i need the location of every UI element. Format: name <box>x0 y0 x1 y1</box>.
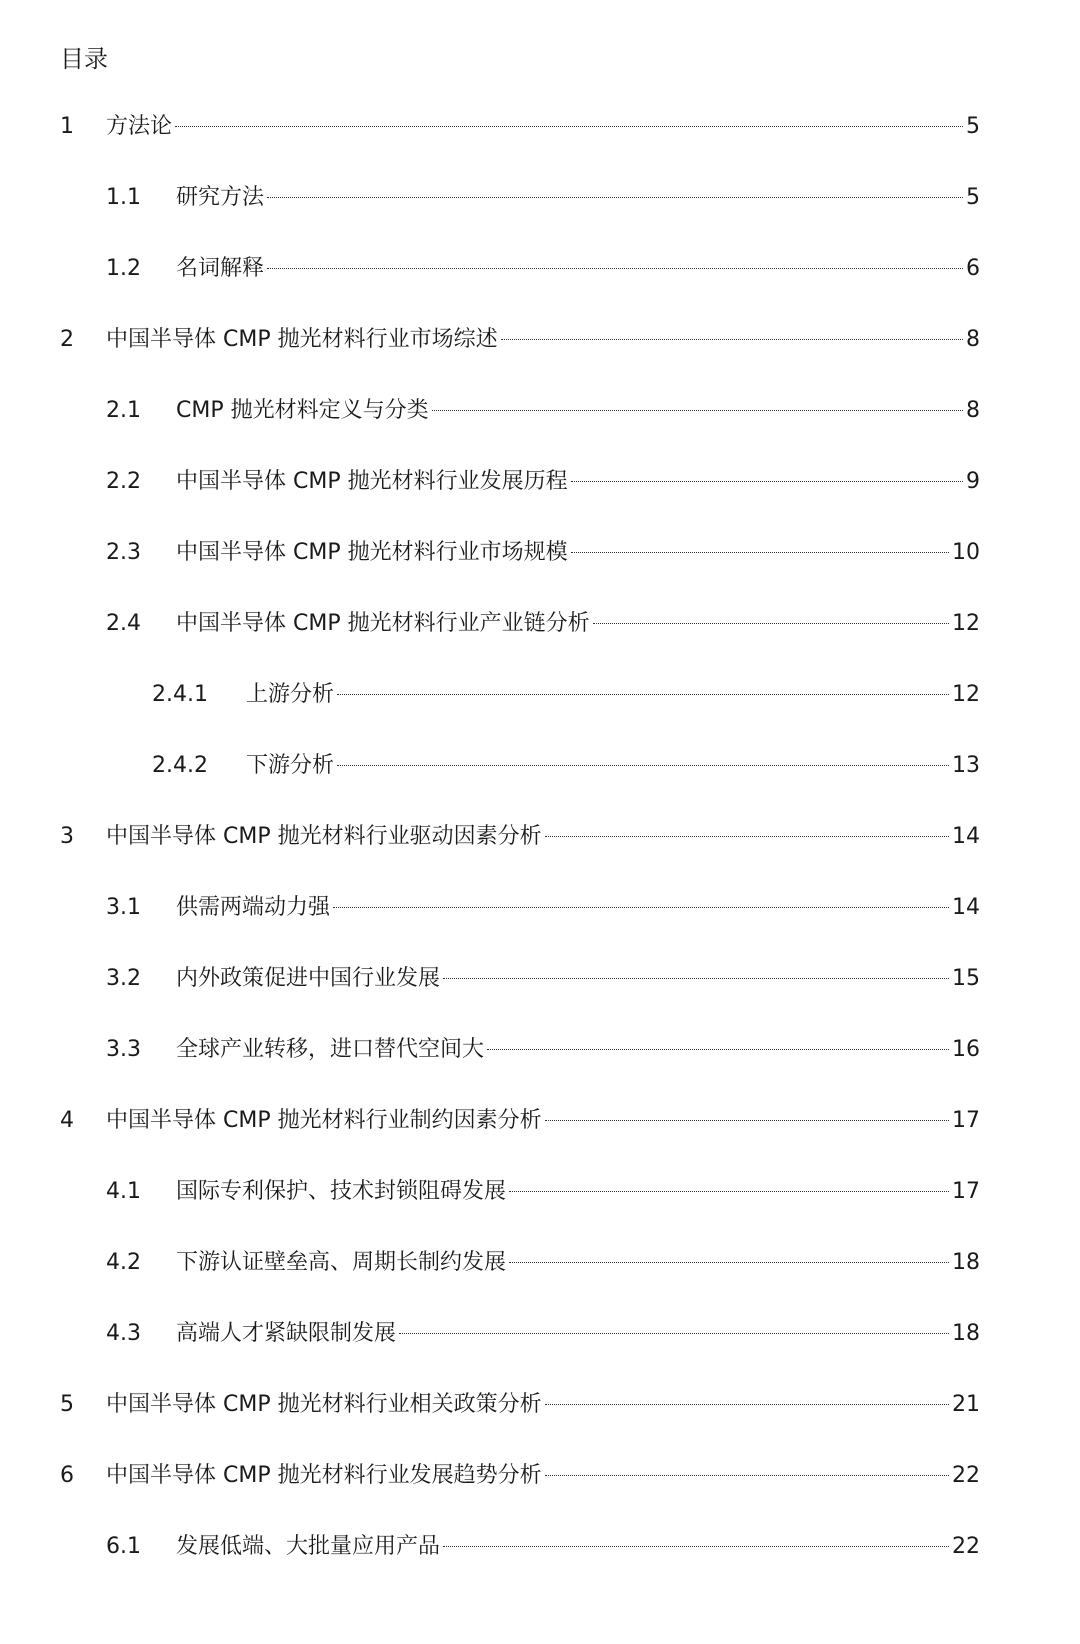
toc-dot-leader <box>545 1475 949 1476</box>
toc-entry-number: 3.3 <box>106 1037 141 1062</box>
toc-entry[interactable] <box>106 1532 980 1562</box>
toc-entry-title: 全球产业转移，进口替代空间大 <box>176 1037 485 1062</box>
toc-entry[interactable] <box>106 183 980 213</box>
toc-entry-page-number: 14 <box>952 824 980 849</box>
toc-dot-leader <box>545 1404 949 1405</box>
toc-entry-number: 4.3 <box>106 1321 141 1346</box>
toc-entry[interactable] <box>106 1248 980 1278</box>
toc-entry[interactable] <box>60 1461 980 1491</box>
toc-entry-title: 中国半导体 CMP 抛光材料行业市场综述 <box>106 327 498 352</box>
toc-dot-leader <box>175 126 963 127</box>
toc-entry-page-number: 12 <box>952 611 980 636</box>
toc-entry[interactable] <box>106 467 980 497</box>
toc-entry-page-number: 22 <box>952 1534 980 1559</box>
toc-dot-leader <box>443 978 949 979</box>
toc-entry[interactable] <box>60 112 980 142</box>
toc-entry[interactable] <box>106 1035 980 1065</box>
toc-dot-leader <box>337 765 949 766</box>
toc-entry-title: 中国半导体 CMP 抛光材料行业发展历程 <box>176 469 568 494</box>
toc-entry-title: 国际专利保护、技术封锁阻碍发展 <box>176 1179 507 1204</box>
toc-entry-title: 高端人才紧缺限制发展 <box>176 1321 397 1346</box>
toc-entry-title: 中国半导体 CMP 抛光材料行业制约因素分析 <box>106 1108 542 1133</box>
toc-entry[interactable] <box>106 538 980 568</box>
toc-entry-title: 内外政策促进中国行业发展 <box>176 966 441 991</box>
toc-dot-leader <box>432 410 963 411</box>
toc-entry-title: 方法论 <box>106 114 173 139</box>
toc-dot-leader <box>487 1049 949 1050</box>
toc-entry[interactable] <box>106 1177 980 1207</box>
toc-entry-number: 2.1 <box>106 398 141 423</box>
toc-entry-title: 名词解释 <box>176 256 265 281</box>
toc-dot-leader <box>509 1191 949 1192</box>
toc-entry-title: 上游分析 <box>246 682 335 707</box>
toc-entry-number: 6.1 <box>106 1534 141 1559</box>
toc-entry-page-number: 15 <box>952 966 980 991</box>
toc-entry-number: 4.2 <box>106 1250 141 1275</box>
toc-dot-leader <box>593 623 949 624</box>
toc-dot-leader <box>399 1333 949 1334</box>
toc-dot-leader <box>267 268 963 269</box>
toc-entry[interactable] <box>60 325 980 355</box>
toc-dot-leader <box>545 836 949 837</box>
toc-dot-leader <box>509 1262 949 1263</box>
toc-entry-title: 发展低端、大批量应用产品 <box>176 1534 441 1559</box>
toc-dot-leader <box>501 339 963 340</box>
toc-entry-title: 下游分析 <box>246 753 335 778</box>
toc-entry[interactable] <box>106 609 980 639</box>
toc-dot-leader <box>545 1120 949 1121</box>
toc-entry-page-number: 5 <box>966 114 980 139</box>
toc-entry-page-number: 13 <box>952 753 980 778</box>
toc-entry-number: 2.4.2 <box>152 753 208 778</box>
toc-entry-number: 4.1 <box>106 1179 141 1204</box>
toc-entry[interactable] <box>106 964 980 994</box>
toc-entry-page-number: 17 <box>952 1179 980 1204</box>
toc-entry-page-number: 5 <box>966 185 980 210</box>
toc-entry-number: 2 <box>60 327 74 352</box>
toc-entry[interactable] <box>152 680 980 710</box>
toc-entry-number: 2.4 <box>106 611 141 636</box>
toc-entry[interactable] <box>152 751 980 781</box>
toc-entry-page-number: 8 <box>966 398 980 423</box>
toc-entry-page-number: 8 <box>966 327 980 352</box>
toc-entry-number: 2.3 <box>106 540 141 565</box>
toc-dot-leader <box>571 552 949 553</box>
toc-entry-number: 6 <box>60 1463 74 1488</box>
toc-entry-title: 中国半导体 CMP 抛光材料行业驱动因素分析 <box>106 824 542 849</box>
toc-entry-page-number: 18 <box>952 1321 980 1346</box>
toc-entry-title: 中国半导体 CMP 抛光材料行业相关政策分析 <box>106 1392 542 1417</box>
toc-entry-number: 1.2 <box>106 256 141 281</box>
toc-entry-number: 1 <box>60 114 74 139</box>
toc-title: 目录 <box>60 45 108 73</box>
toc-entry-title: 下游认证壁垒高、周期长制约发展 <box>176 1250 507 1275</box>
toc-entry-number: 3 <box>60 824 74 849</box>
toc-entry[interactable] <box>60 1106 980 1136</box>
toc-entry[interactable] <box>60 822 980 852</box>
toc-entry[interactable] <box>106 254 980 284</box>
toc-entry-title: 供需两端动力强 <box>176 895 331 920</box>
toc-entry[interactable] <box>106 1319 980 1349</box>
toc-entry-page-number: 12 <box>952 682 980 707</box>
toc-entry-title: 中国半导体 CMP 抛光材料行业市场规模 <box>176 540 568 565</box>
toc-entry-page-number: 6 <box>966 256 980 281</box>
toc-entry-page-number: 9 <box>966 469 980 494</box>
toc-entry-page-number: 10 <box>952 540 980 565</box>
toc-entry-number: 2.4.1 <box>152 682 208 707</box>
toc-dot-leader <box>571 481 963 482</box>
toc-entry-title: 研究方法 <box>176 185 265 210</box>
toc-entry-page-number: 14 <box>952 895 980 920</box>
toc-entry-page-number: 22 <box>952 1463 980 1488</box>
toc-entry-number: 1.1 <box>106 185 141 210</box>
toc-entry-number: 4 <box>60 1108 74 1133</box>
toc-entry-page-number: 17 <box>952 1108 980 1133</box>
toc-entry-page-number: 18 <box>952 1250 980 1275</box>
toc-entry[interactable] <box>106 893 980 923</box>
toc-entry-number: 3.1 <box>106 895 141 920</box>
toc-entry-page-number: 16 <box>952 1037 980 1062</box>
toc-entry[interactable] <box>106 396 980 426</box>
toc-entry-number: 3.2 <box>106 966 141 991</box>
toc-entry-title: CMP 抛光材料定义与分类 <box>176 398 429 423</box>
toc-entry-number: 2.2 <box>106 469 141 494</box>
toc-dot-leader <box>333 907 949 908</box>
toc-entry-title: 中国半导体 CMP 抛光材料行业产业链分析 <box>176 611 590 636</box>
toc-dot-leader <box>443 1546 949 1547</box>
toc-dot-leader <box>267 197 963 198</box>
toc-entry-number: 5 <box>60 1392 74 1417</box>
toc-entry-title: 中国半导体 CMP 抛光材料行业发展趋势分析 <box>106 1463 542 1488</box>
toc-dot-leader <box>337 694 949 695</box>
toc-entry[interactable] <box>60 1390 980 1420</box>
toc-entry-page-number: 21 <box>952 1392 980 1417</box>
